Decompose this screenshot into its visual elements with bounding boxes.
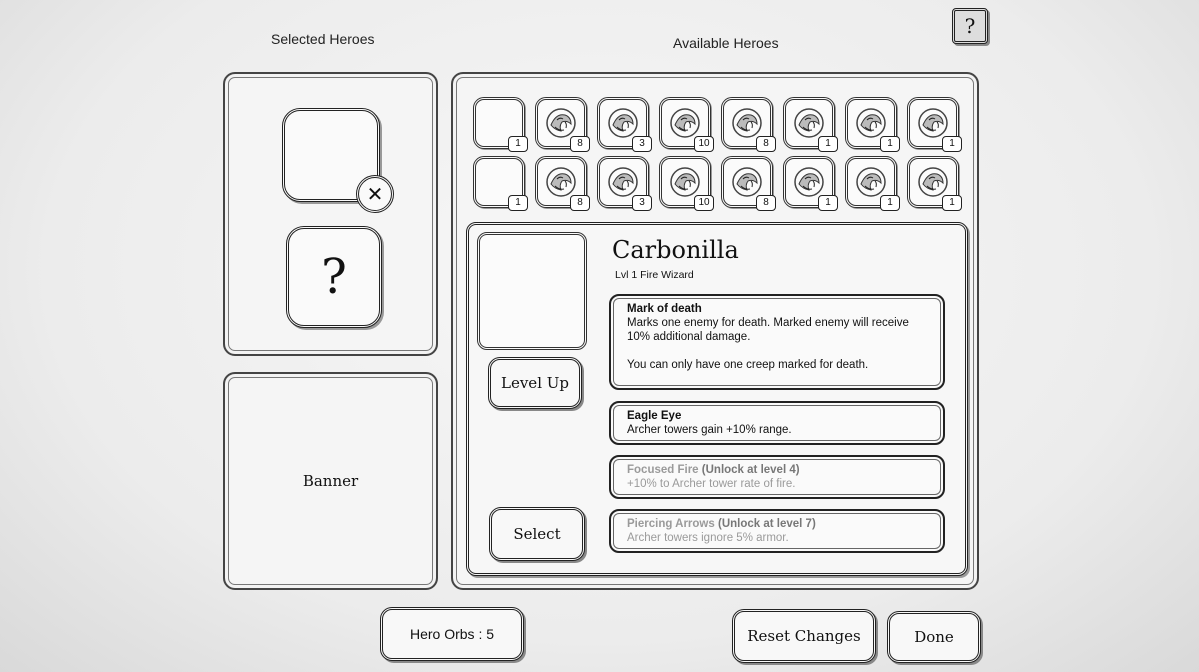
banner-label: Banner xyxy=(302,472,359,490)
hero-count-badge: 1 xyxy=(942,195,962,211)
hero-slot[interactable] xyxy=(659,97,711,149)
hero-subtitle: Lvl 1 Fire Wizard xyxy=(615,269,694,281)
remove-hero-button[interactable] xyxy=(356,175,394,213)
selected-hero-slot-2[interactable] xyxy=(286,226,382,328)
ability-name: Piercing Arrows xyxy=(627,518,715,530)
ability-description: +10% to Archer tower rate of fire. xyxy=(627,478,796,490)
level-up-button[interactable] xyxy=(488,357,582,409)
hero-count-badge: 1 xyxy=(942,136,962,152)
hero-count-badge: 1 xyxy=(880,136,900,152)
reset-changes-label: Reset Changes xyxy=(747,627,861,645)
hero-count-badge: 1 xyxy=(818,195,838,211)
hero-slot-empty[interactable] xyxy=(473,97,525,149)
hero-slot[interactable] xyxy=(597,97,649,149)
hero-portrait xyxy=(477,232,587,350)
ability-description: Archer towers ignore 5% armor. xyxy=(627,532,789,544)
reset-changes-button[interactable] xyxy=(732,609,876,663)
hero-orbs-label: Hero Orbs : 5 xyxy=(409,626,495,642)
select-hero-button[interactable] xyxy=(489,507,585,561)
ability-description-note: You can only have one creep marked for death. xyxy=(627,359,869,371)
hero-count-badge: 3 xyxy=(632,136,652,152)
hero-slot[interactable] xyxy=(907,156,959,208)
hero-slot[interactable] xyxy=(535,156,587,208)
ability-description: Archer towers gain +10% range. xyxy=(627,424,792,436)
help-button[interactable] xyxy=(952,8,988,44)
hero-slot-empty[interactable] xyxy=(473,156,525,208)
ability-card-piercing-arrows xyxy=(609,509,945,553)
hero-count-badge: 8 xyxy=(570,195,590,211)
hero-count-badge: 8 xyxy=(570,136,590,152)
hero-count-badge: 1 xyxy=(508,195,528,211)
hero-slot[interactable] xyxy=(783,97,835,149)
hero-slot[interactable] xyxy=(845,97,897,149)
done-button[interactable] xyxy=(887,611,981,663)
hero-count-badge: 3 xyxy=(632,195,652,211)
ability-unlock-requirement: (Unlock at level 7) xyxy=(717,518,816,530)
available-heroes-heading: Available Heroes xyxy=(673,35,779,51)
unknown-hero-label: ? xyxy=(321,249,347,305)
help-button-label: ? xyxy=(964,14,976,38)
ability-unlock-requirement: (Unlock at level 4) xyxy=(701,464,800,476)
ability-card-eagle-eye xyxy=(609,401,945,445)
hero-slot[interactable] xyxy=(535,97,587,149)
hero-count-badge: 1 xyxy=(818,136,838,152)
ability-name: Focused Fire xyxy=(627,464,699,476)
hero-slot[interactable] xyxy=(721,97,773,149)
hero-count-badge: 8 xyxy=(756,136,776,152)
selected-heroes-heading: Selected Heroes xyxy=(271,31,375,47)
done-label: Done xyxy=(914,628,954,646)
hero-slot[interactable] xyxy=(597,156,649,208)
hero-count-badge: 10 xyxy=(694,195,714,211)
ability-card-focused-fire xyxy=(609,455,945,499)
hero-count-badge: 1 xyxy=(508,136,528,152)
hero-slot[interactable] xyxy=(659,156,711,208)
hero-count-badge: 8 xyxy=(756,195,776,211)
hero-slot[interactable] xyxy=(783,156,835,208)
hero-orbs-counter xyxy=(380,607,524,661)
ability-description: Marks one enemy for death. Marked enemy will receive 10% additional damage. xyxy=(627,317,909,343)
ability-name: Mark of death xyxy=(627,303,702,315)
close-icon: ✕ xyxy=(366,183,384,206)
ability-card-mark-of-death xyxy=(609,294,945,390)
hero-count-badge: 1 xyxy=(880,195,900,211)
ability-name: Eagle Eye xyxy=(627,410,682,422)
hero-slot[interactable] xyxy=(907,97,959,149)
hero-slot[interactable] xyxy=(845,156,897,208)
hero-name: Carbonilla xyxy=(612,236,739,264)
hero-slot[interactable] xyxy=(721,156,773,208)
banner-panel xyxy=(223,372,438,590)
level-up-label: Level Up xyxy=(501,374,569,392)
select-label: Select xyxy=(513,525,561,543)
hero-count-badge: 10 xyxy=(694,136,714,152)
